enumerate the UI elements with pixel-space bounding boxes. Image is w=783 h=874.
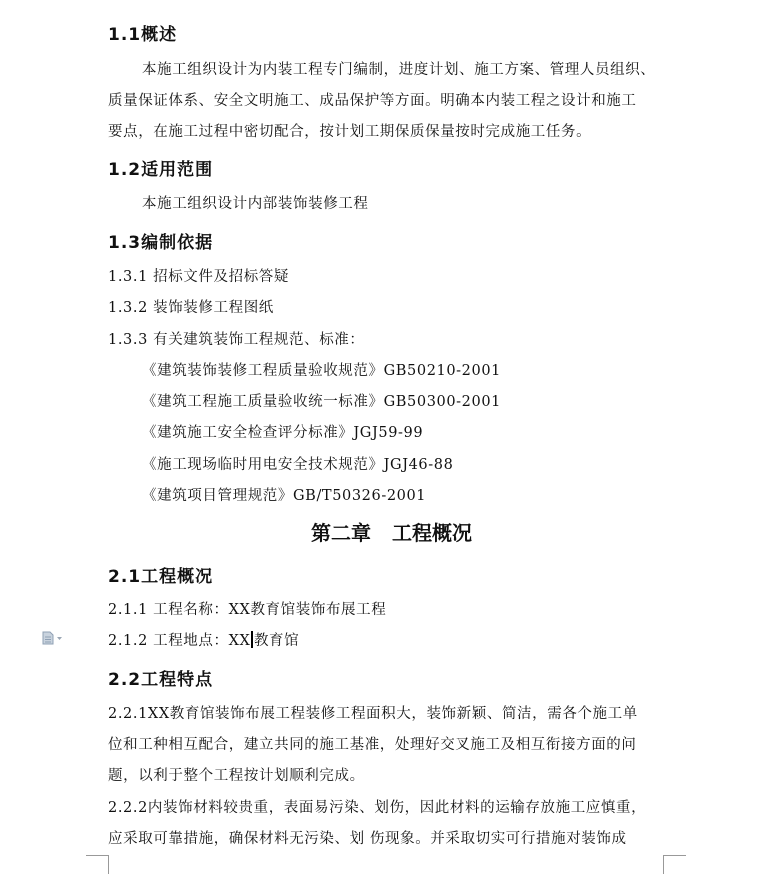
- text-cursor: [251, 631, 253, 648]
- page-corner-mark-left: [86, 855, 109, 874]
- paragraph-line: 本施工组织设计内部装饰装修工程: [142, 196, 369, 212]
- paragraph-line: 位和工种相互配合，建立共同的施工基准，处理好交叉施工及相互衔接方面的问: [108, 737, 637, 753]
- paragraph-style-icon[interactable]: [42, 630, 62, 644]
- list-item-location[interactable]: [108, 629, 299, 650]
- chapter-title: 第二章 工程概况: [311, 521, 472, 545]
- list-item: 2.1.1 工程名称：XX教育馆装饰布展工程: [108, 602, 387, 618]
- standard-item: 《建筑项目管理规范》GB/T50326-2001: [142, 488, 427, 504]
- location-prefix: 2.1.2 工程地点：XX: [108, 633, 251, 649]
- heading-2-1: 2.1工程概况: [108, 567, 214, 587]
- paragraph-line: 本施工组织设计为内装工程专门编制，进度计划、施工方案、管理人员组织、: [142, 62, 656, 78]
- paragraph-line: 要点，在施工过程中密切配合，按计划工期保质保量按时完成施工任务。: [108, 124, 592, 140]
- standard-item: 《建筑施工安全检查评分标准》JGJ59-99: [142, 425, 424, 441]
- paragraph-line: 2.2.2内装饰材料较贵重，表面易污染、划伤，因此材料的运输存放施工应慎重，: [108, 800, 647, 816]
- list-item: 1.3.1 招标文件及招标答疑: [108, 269, 290, 285]
- paragraph-line: 2.2.1XX教育馆装饰布展工程装修工程面积大，装饰新颖、简洁，需各个施工单: [108, 706, 638, 722]
- standard-item: 《建筑工程施工质量验收统一标准》GB50300-2001: [142, 394, 501, 410]
- paragraph-line: 质量保证体系、安全文明施工、成品保护等方面。明确本内装工程之设计和施工: [108, 93, 637, 109]
- list-item: 1.3.2 装饰装修工程图纸: [108, 300, 274, 316]
- standard-item: 《建筑装饰装修工程质量验收规范》GB50210-2001: [142, 363, 501, 379]
- page-corner-mark-right: [663, 855, 686, 874]
- heading-1-2: 1.2适用范围: [108, 160, 214, 180]
- standard-item: 《施工现场临时用电安全技术规范》JGJ46-88: [142, 457, 454, 473]
- heading-2-2: 2.2工程特点: [108, 670, 214, 690]
- location-suffix: 教育馆: [253, 633, 300, 649]
- paragraph-line: 题，以利于整个工程按计划顺利完成。: [108, 768, 365, 784]
- heading-1-3: 1.3编制依据: [108, 233, 214, 253]
- paragraph-line: 应采取可靠措施，确保材料无污染、划 伤现象。并采取切实可行措施对装饰成: [108, 831, 627, 847]
- list-item: 1.3.3 有关建筑装饰工程规范、标准：: [108, 332, 365, 348]
- heading-1-1: 1.1概述: [108, 25, 178, 45]
